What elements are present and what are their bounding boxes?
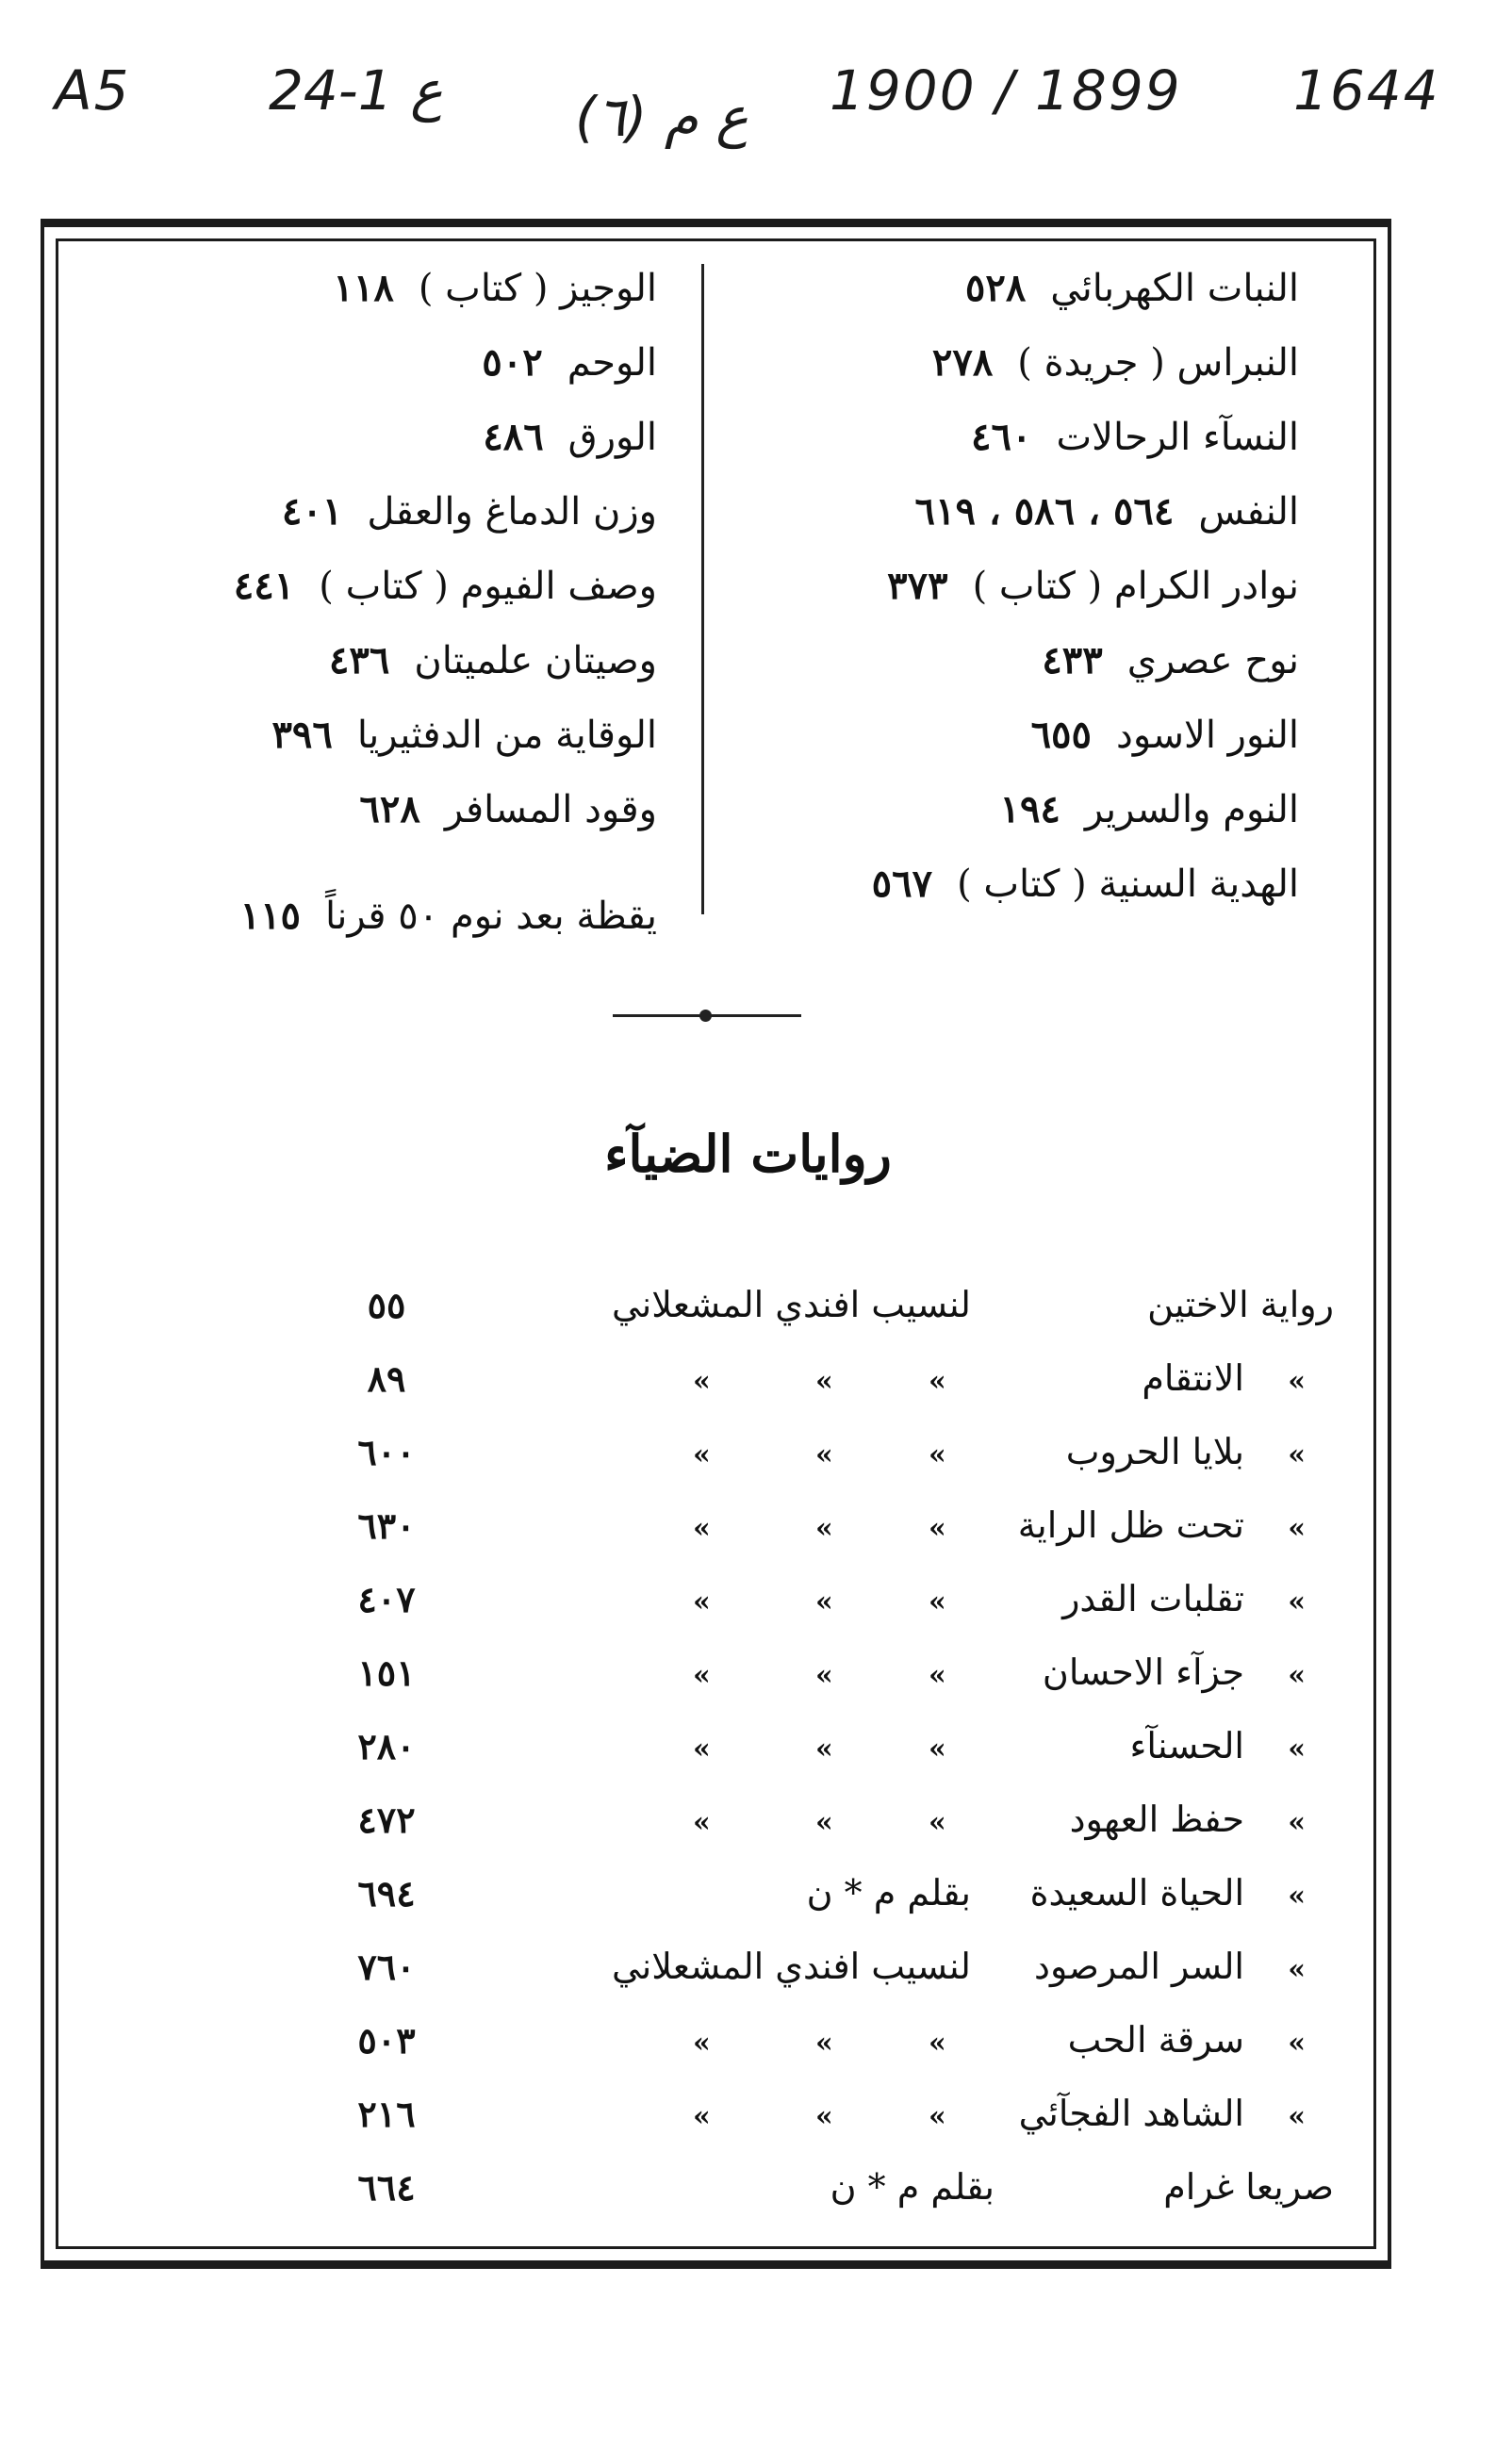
ditto-mark: »	[693, 2027, 711, 2060]
novel-page: ٦٦٤	[357, 2166, 416, 2209]
ditto-mark: »	[1288, 1585, 1306, 1618]
novel-title: الانتقام	[1142, 1357, 1244, 1399]
index-left-entry	[333, 266, 657, 310]
ditto-mark: »	[929, 2027, 946, 2060]
ditto-mark: »	[693, 1438, 711, 1471]
novel-row	[0, 1504, 1496, 1561]
entry-title: نوح عصري	[1126, 639, 1299, 682]
novel-title: السر المرصود	[1034, 1946, 1244, 1987]
entry-page: ٤٨٦	[483, 415, 544, 459]
ditto-mark: »	[929, 1365, 946, 1398]
novel-title: سرقة الحب	[1067, 2019, 1244, 2061]
entry-page: ٥٦٤ ، ٥٨٦ ، ٦١٩	[914, 489, 1175, 534]
novel-title: الشاهد الفجآئي	[1018, 2093, 1244, 2134]
index-right-entry	[931, 340, 1299, 385]
novel-row	[0, 2093, 1496, 2149]
ditto-mark: »	[693, 1585, 711, 1618]
entry-page: ٣٩٦	[271, 713, 333, 757]
entry-title: النور الاسود	[1116, 714, 1299, 757]
ditto-mark: »	[1288, 2027, 1306, 2060]
novel-title: حفظ العهود	[1069, 1799, 1244, 1840]
novel-page: ٤٧٢	[357, 1799, 416, 1841]
ditto-mark: »	[815, 1438, 833, 1471]
entry-title: وصف الفيوم ( كتاب )	[319, 565, 657, 608]
ditto-mark: »	[929, 1512, 946, 1545]
entry-title: نوادر الكرام ( كتاب )	[972, 565, 1299, 608]
entry-page: ٥٠٢	[482, 340, 543, 385]
entry-page: ٤٤١	[233, 564, 295, 608]
ditto-mark: »	[693, 1365, 711, 1398]
novel-title: صريعا غرام	[1163, 2166, 1334, 2208]
entry-page: ١١٨	[333, 266, 394, 310]
novel-title: جزآء الاحسان	[1042, 1651, 1244, 1693]
ditto-mark: »	[929, 1659, 946, 1692]
entry-title: وصيتان علميتان	[414, 639, 657, 682]
index-right-entry	[999, 787, 1299, 831]
index-left-entry	[482, 340, 657, 385]
novel-page: ٦٣٠	[357, 1504, 416, 1547]
ditto-mark: »	[693, 1512, 711, 1545]
entry-page: ٤٣٦	[328, 638, 390, 682]
novel-author: بقلم م * ن	[830, 2166, 995, 2208]
column-divider	[701, 264, 704, 914]
entry-page: ٢٧٨	[931, 340, 994, 385]
entry-title: الورق	[567, 416, 657, 459]
entry-title: وزن الدماغ والعقل	[367, 490, 657, 534]
ditto-mark: »	[693, 1659, 711, 1692]
index-left-entry	[239, 894, 657, 938]
index-right-entry	[964, 266, 1299, 310]
novel-page: ٢١٦	[357, 2093, 416, 2135]
novel-page: ١٥١	[357, 1651, 416, 1694]
entry-page: ٣٧٣	[887, 564, 948, 608]
ditto-mark: »	[929, 1438, 946, 1471]
ditto-mark: »	[693, 2100, 711, 2133]
novel-page: ٨٩	[367, 1357, 406, 1400]
entry-title: النبراس ( جريدة )	[1017, 341, 1299, 385]
ditto-mark: »	[1288, 1659, 1306, 1692]
novel-page: ٤٠٧	[357, 1578, 416, 1620]
novel-title: الحياة السعيدة	[1029, 1872, 1244, 1914]
entry-page: ٤٠١	[281, 489, 343, 534]
entry-page: ٥٦٧	[871, 862, 933, 906]
entry-title: النبات الكهربائي	[1050, 267, 1299, 310]
ditto-mark: »	[1288, 2100, 1306, 2133]
novel-row	[0, 1357, 1496, 1414]
novel-row	[0, 2166, 1496, 2223]
index-left-entry	[483, 415, 657, 459]
entry-title: الوحم	[567, 341, 657, 385]
handwritten-volume: (٦) ع م	[575, 85, 748, 149]
index-left-entry	[328, 638, 657, 682]
index-left-entry	[359, 787, 657, 831]
entry-page: ١١٥	[239, 894, 302, 938]
index-left-entry	[281, 489, 657, 534]
index-right-entry	[887, 564, 1299, 608]
entry-title: النفس	[1198, 490, 1299, 534]
index-right-entry	[971, 415, 1299, 459]
handwritten-far-right: 1644	[1293, 58, 1440, 123]
entry-title: يقظة بعد نوم ٥٠ قرناً	[325, 895, 657, 938]
entry-page: ٦٢٨	[359, 787, 420, 831]
ditto-mark: »	[929, 2100, 946, 2133]
ditto-mark: »	[1288, 1365, 1306, 1398]
ditto-mark: »	[1288, 1953, 1306, 1986]
novel-author: بقلم م * ن	[806, 1872, 971, 1914]
novel-title: الحسنآء	[1129, 1725, 1244, 1766]
novel-page: ٥٥	[367, 1284, 406, 1326]
ditto-mark: »	[815, 1806, 833, 1839]
handwritten-call-number: 24-1 ع	[269, 58, 443, 123]
novel-row	[0, 2019, 1496, 2076]
novel-page: ٦٠٠	[357, 1431, 416, 1473]
entry-title: النوم والسرير	[1084, 788, 1299, 831]
ditto-mark: »	[815, 1585, 833, 1618]
novel-title: بلايا الحروب	[1065, 1431, 1244, 1472]
ditto-mark: »	[815, 2027, 833, 2060]
handwritten-far-left: A5	[55, 58, 131, 123]
entry-page: ٦٥٥	[1030, 713, 1093, 757]
novel-title: رواية الاختين	[1147, 1284, 1334, 1325]
ditto-mark: »	[929, 1585, 946, 1618]
index-left-entry	[271, 713, 657, 757]
ditto-mark: »	[1288, 1880, 1306, 1913]
ditto-mark: »	[815, 1659, 833, 1692]
handwritten-years: 1900 / 1899	[830, 58, 1182, 123]
novel-page: ٦٩٤	[357, 1872, 416, 1914]
entry-title: الوقاية من الدفثيريا	[356, 714, 657, 757]
novel-author: لنسيب افندي المشعلاني	[611, 1946, 971, 1987]
ditto-mark: »	[815, 2100, 833, 2133]
ditto-mark: »	[815, 1512, 833, 1545]
entry-page: ٤٦٠	[971, 415, 1032, 459]
index-right-entry	[871, 862, 1299, 906]
novel-page: ٢٨٠	[357, 1725, 416, 1767]
novel-row	[0, 1578, 1496, 1634]
novel-row	[0, 1651, 1496, 1708]
ditto-mark: »	[1288, 1512, 1306, 1545]
novel-row	[0, 1946, 1496, 2002]
entry-page: ٥٢٨	[964, 266, 1027, 310]
novel-title: تقلبات القدر	[1062, 1578, 1244, 1619]
entry-title: الوجيز ( كتاب )	[418, 267, 657, 310]
index-right-entry	[1030, 713, 1299, 757]
index-left-entry	[233, 564, 657, 608]
index-right-entry	[1042, 638, 1299, 682]
entry-title: وقود المسافر	[444, 788, 657, 831]
novel-row	[0, 1872, 1496, 1929]
novel-row	[0, 1431, 1496, 1487]
ditto-mark: »	[1288, 1438, 1306, 1471]
novel-row	[0, 1799, 1496, 1855]
ditto-mark: »	[1288, 1806, 1306, 1839]
novel-row	[0, 1284, 1496, 1340]
ditto-mark: »	[929, 1733, 946, 1766]
ditto-mark: »	[693, 1806, 711, 1839]
novel-page: ٥٠٣	[357, 2019, 416, 2062]
entry-title: النسآء الرحالات	[1056, 416, 1299, 459]
novel-row	[0, 1725, 1496, 1782]
index-right-entry	[914, 489, 1300, 534]
novel-page: ٧٦٠	[357, 1946, 416, 1988]
entry-page: ١٩٤	[999, 787, 1060, 831]
ditto-mark: »	[815, 1365, 833, 1398]
entry-page: ٤٣٣	[1042, 638, 1103, 682]
ditto-mark: »	[815, 1733, 833, 1766]
section-divider-dot	[699, 1010, 712, 1022]
entry-title: الهدية السنية ( كتاب )	[957, 862, 1299, 906]
ditto-mark: »	[1288, 1733, 1306, 1766]
ditto-mark: »	[929, 1806, 946, 1839]
novel-author: لنسيب افندي المشعلاني	[611, 1284, 971, 1325]
novel-title: تحت ظل الراية	[1017, 1504, 1244, 1546]
section-title: روايات الضيآء	[604, 1124, 892, 1184]
ditto-mark: »	[693, 1733, 711, 1766]
